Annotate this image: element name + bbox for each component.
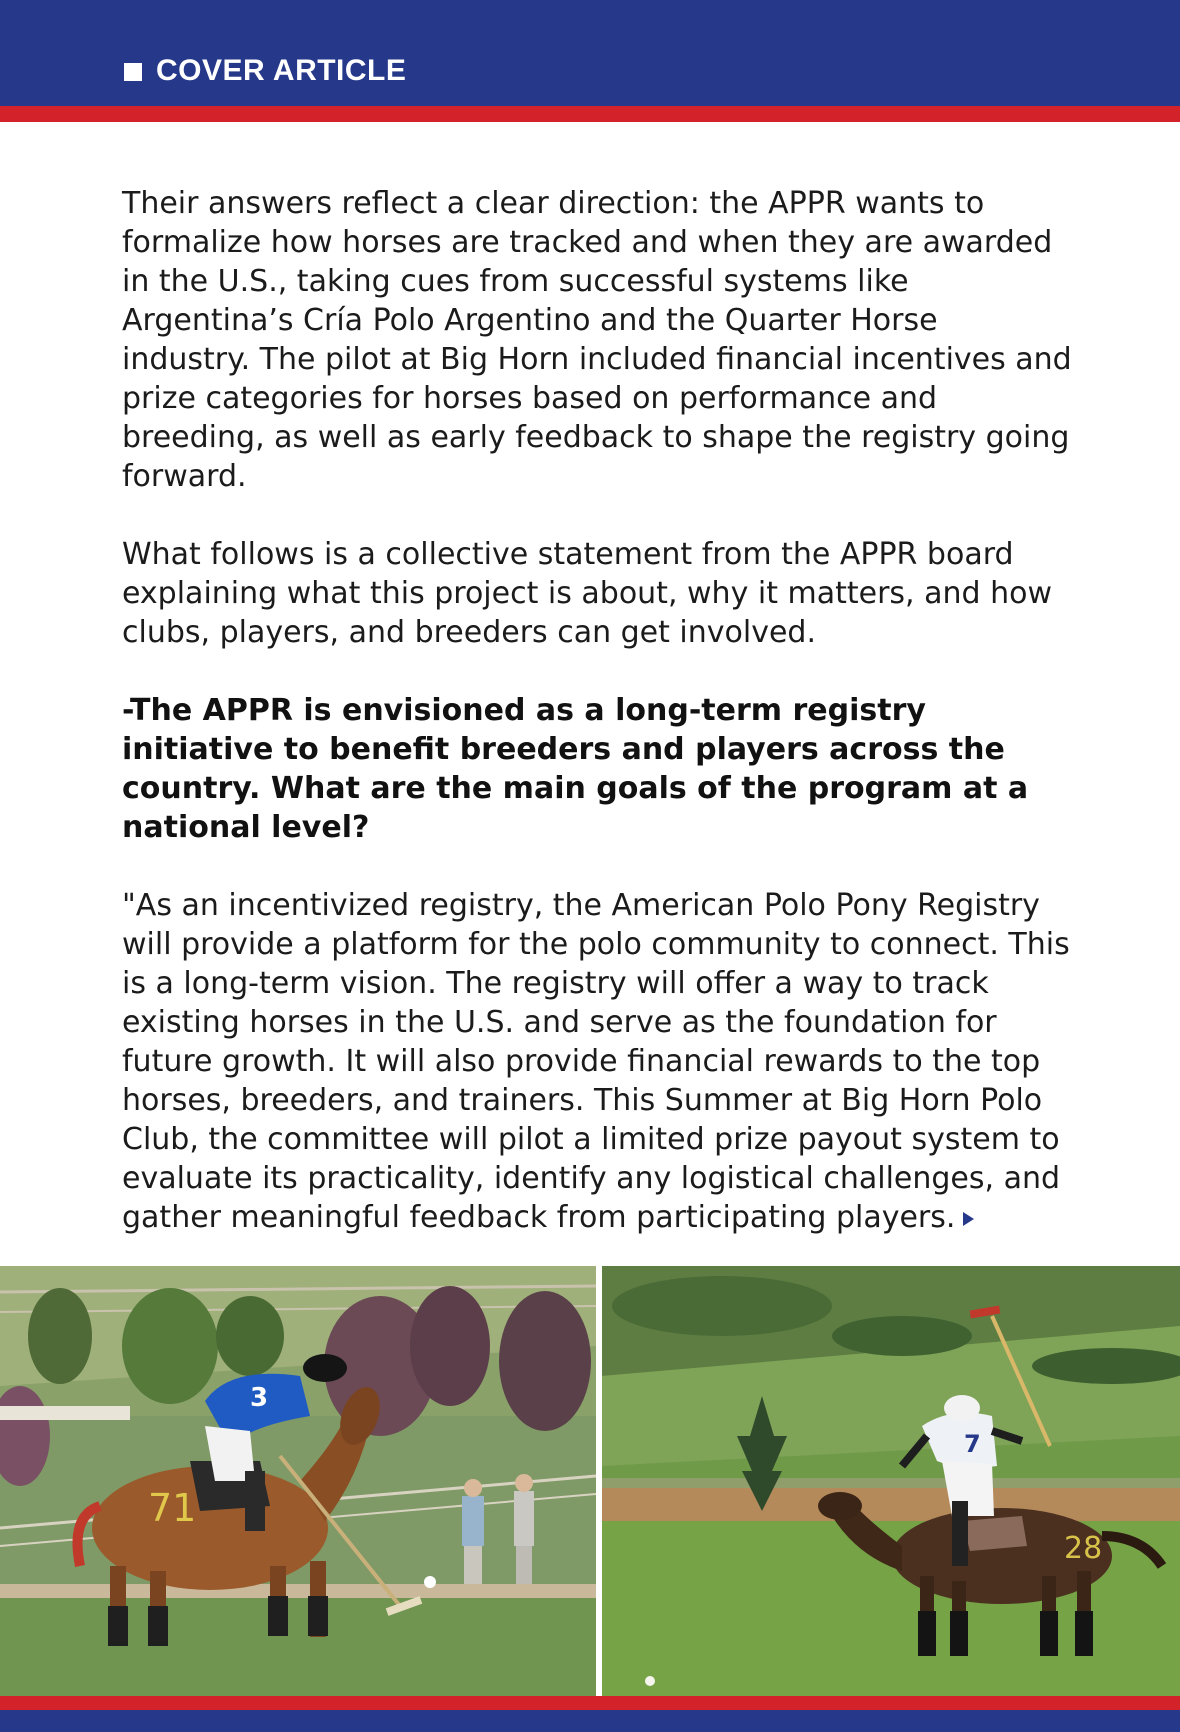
photo-left <box>0 1266 596 1696</box>
article-paragraph: Their answers reflect a clear direction: the APPR wants to formalize how horses are tracked and when they are awarded in the U.S., taking cues from successful systems like Argentina’s Cría Polo Argentino and the Quarter Horse industry. The pilot at Big Horn included financial incentives and prize categories for horses based on performance and breeding, as well as early feedback to shape the registry going forward. <box>122 186 1072 494</box>
horse-number: 71 <box>148 1486 197 1530</box>
photo-right <box>602 1266 1180 1696</box>
jersey-number: 7 <box>964 1430 981 1458</box>
polo-player-blue-jersey-photo <box>0 1266 596 1696</box>
interview-answer <box>122 886 1072 1237</box>
section-marker-icon <box>124 63 142 81</box>
jersey-number: 3 <box>250 1383 269 1413</box>
footer-red-stripe <box>0 1696 1180 1710</box>
polo-player-white-jersey-photo <box>602 1266 1180 1696</box>
footer-band <box>0 1710 1180 1732</box>
header-red-stripe <box>0 106 1180 122</box>
answer-text: "As an incentivized registry, the American Polo Pony Registry will provide a platform for the polo community to connect. This is a long-term vision. The registry will offer a way to track existing horses in the U.S. and serve as the foundation for future growth. It will also provide financial rewards to the top horses, breeders, and trainers. This Summer at Big Horn Polo Club, the committee will pilot a limited prize payout system to evaluate its practicality, identify any logistical challenges, and gather meaningful feedback from participating players. <box>122 888 1070 1235</box>
section-label: COVER ARTICLE <box>156 54 407 87</box>
interview-question: -The APPR is envisioned as a long-term registry initiative to benefit breeders and players across the country. What are the main goals of the program at a national level? <box>122 693 1029 845</box>
article-body <box>122 184 1072 1276</box>
continue-arrow-icon <box>963 1212 974 1226</box>
article-paragraph: What follows is a collective statement from the APPR board explaining what this project is about, why it matters, and how clubs, players, and breeders can get involved. <box>122 537 1052 650</box>
horse-number: 28 <box>1064 1531 1103 1566</box>
